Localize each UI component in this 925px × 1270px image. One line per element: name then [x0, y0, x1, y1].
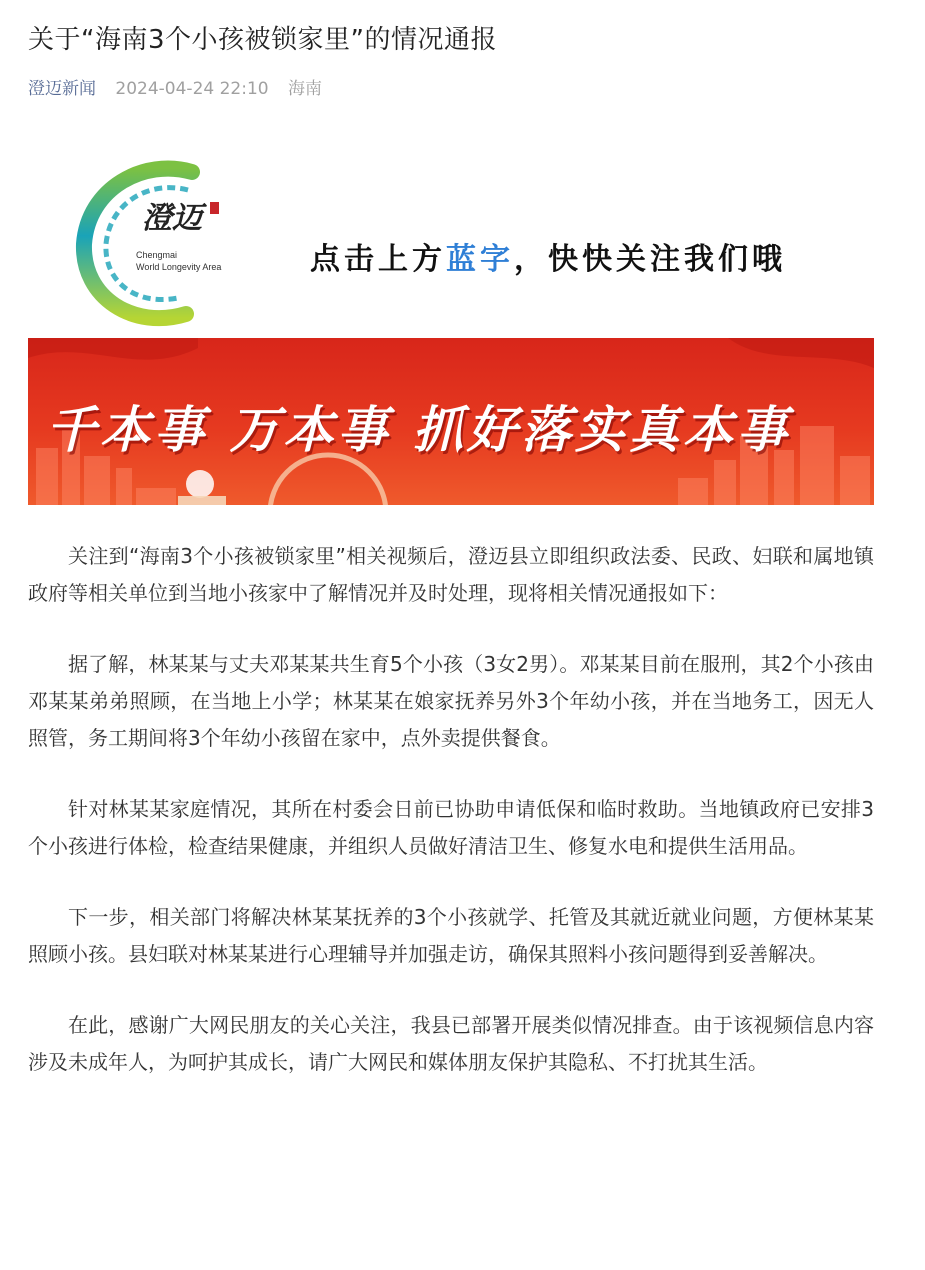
publish-datetime: 2024-04-24 22:10: [115, 79, 269, 99]
article-title: 关于“海南3个小孩被锁家里”的情况通报: [28, 25, 497, 55]
follow-slogan-highlight: 蓝字: [446, 242, 514, 277]
paragraph-3: 针对林某某家庭情况，其所在村委会日前已协助申请低保和临时救助。当地镇政府已安排3个小孩进行体检，检查结果健康，并组织人员做好清洁卫生、修复水电和提供生活用品。: [28, 797, 874, 858]
follow-slogan-after: ，快快关注我们哦: [514, 242, 786, 277]
article-meta: [28, 76, 322, 102]
follow-banner-image: [28, 150, 874, 332]
paragraph-2: 据了解，林某某与丈夫邓某某共生育5个小孩（3女2男）。邓某某目前在服刑，其2个小孩由邓某某弟弟照顾，在当地上小学；林某某在娘家抚养另外3个年幼小孩，并在当地务工，因无人照管，务工期间将3个年幼小孩留在家中，点外卖提供餐食。: [28, 652, 874, 750]
paragraph-4: 下一步，相关部门将解决林某某抚养的3个小孩就学、托管及其就近就业问题，方便林某某照顾小孩。县妇联对林某某进行心理辅导并加强走访，确保其照料小孩问题得到妥善解决。: [28, 905, 874, 966]
logo-english-line1: Chengmai: [136, 250, 178, 260]
paragraph-1: 关注到“海南3个小孩被锁家里”相关视频后，澄迈县立即组织政法委、民政、妇联和属地镇政府等相关单位到当地小孩家中了解情况并及时处理，现将相关情况通报如下：: [28, 544, 874, 605]
follow-slogan: [310, 234, 786, 278]
red-banner-slogan: 千本事 万本事 抓好落实真本事: [46, 400, 791, 459]
chengmai-logo: [74, 158, 244, 328]
logo-chinese-text: 澄迈: [142, 201, 202, 236]
paragraph-5: 在此，感谢广大网民朋友的关心关注，我县已部署开展类似情况排查。由于该视频信息内容涉及未成年人，为呵护其成长，请广大网民和媒体朋友保护其隐私、不打扰其生活。: [28, 1013, 874, 1074]
account-name-link[interactable]: 澄迈新闻: [28, 79, 96, 99]
logo-english-line2: World Longevity Area: [136, 262, 222, 272]
follow-slogan-before: 点击上方: [310, 242, 446, 277]
red-slogan-banner: [28, 338, 874, 505]
publish-region: 海南: [288, 79, 323, 99]
article-body: [28, 538, 874, 1115]
